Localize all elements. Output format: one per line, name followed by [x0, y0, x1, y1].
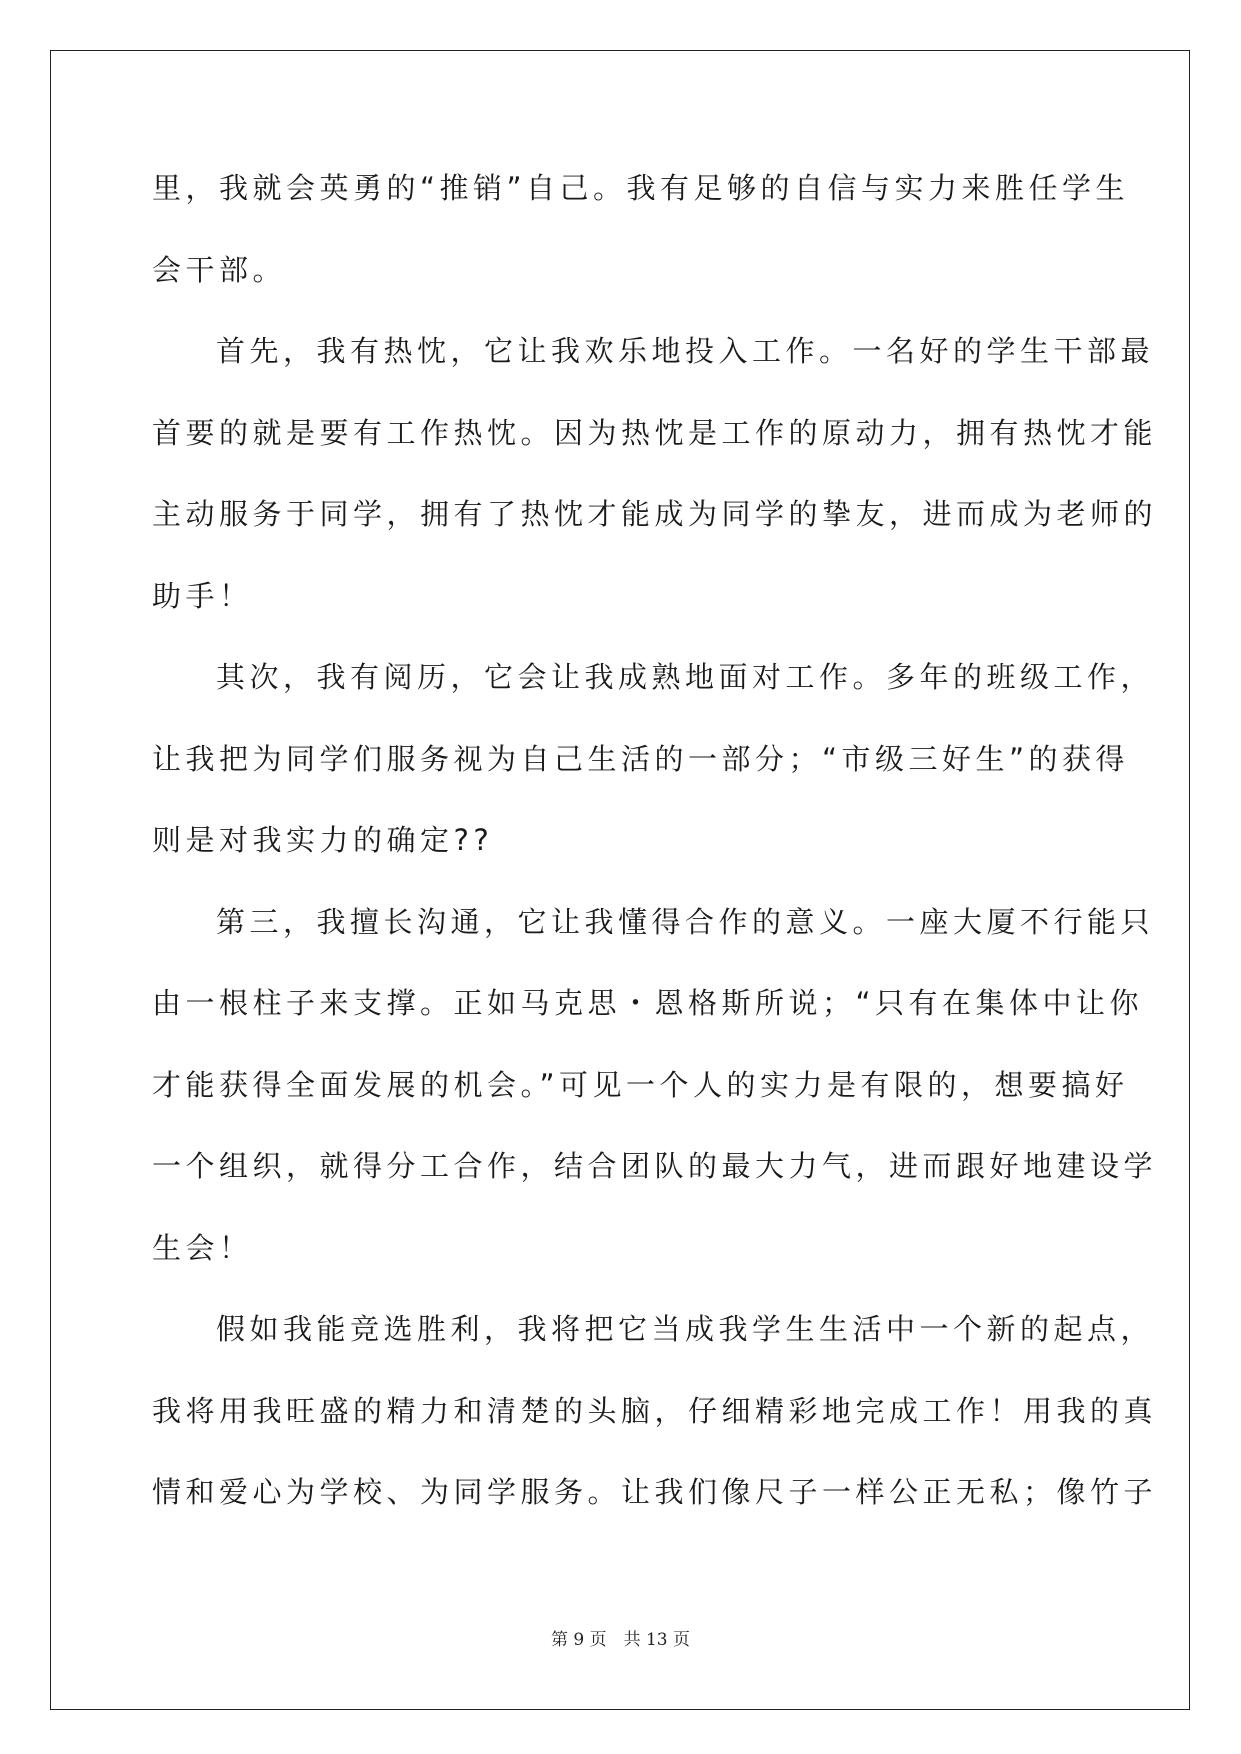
text-line: 里，我就会英勇的“推销”自己。我有足够的自信与实力来胜任学生	[152, 171, 1130, 205]
text-line: 生会！	[152, 1230, 253, 1265]
text-line: 会干部。	[152, 252, 287, 287]
document-body	[152, 168, 1158, 1554]
text-line: 由一根柱子来支撑。正如马克思・恩格斯所说；“只有在集体中让你	[152, 986, 1144, 1020]
page-footer: 第 9 页 共 13 页	[550, 1630, 691, 1650]
text-line: 助手！	[152, 578, 253, 613]
text-line: 第三，我擅长沟通，它让我懂得合作的意义。一座大厦不行能只	[216, 904, 1155, 939]
text-line: 情和爱心为学校、为同学服务。让我们像尺子一样公正无私；像竹子	[152, 1475, 1158, 1509]
text-line: 其次，我有阅历，它会让我成熟地面对工作。多年的班级工作，	[216, 660, 1155, 694]
text-line: 假如我能竞选胜利，我将把它当成我学生生活中一个新的起点，	[216, 1312, 1155, 1346]
text-line: 我将用我旺盛的精力和清楚的头脑，仔细精彩地完成工作！用我的真	[152, 1393, 1158, 1428]
text-line: 一个组织，就得分工合作，结合团队的最大力气，进而跟好地建设学	[152, 1149, 1158, 1183]
text-line: 首先，我有热忱，它让我欢乐地投入工作。一名好的学生干部最	[216, 334, 1155, 368]
text-line: 首要的就是要有工作热忱。因为热忱是工作的原动力，拥有热忱才能	[152, 415, 1158, 450]
text-line: 让我把为同学们服务视为自己生活的一部分；“市级三好生”的获得	[152, 741, 1130, 776]
text-line: 才能获得全面发展的机会。”可见一个人的实力是有限的，想要搞好	[152, 1067, 1129, 1102]
text-line: 则是对我实力的确定??	[152, 823, 494, 857]
text-line: 主动服务于同学，拥有了热忱才能成为同学的挚友，进而成为老师的	[152, 497, 1158, 531]
